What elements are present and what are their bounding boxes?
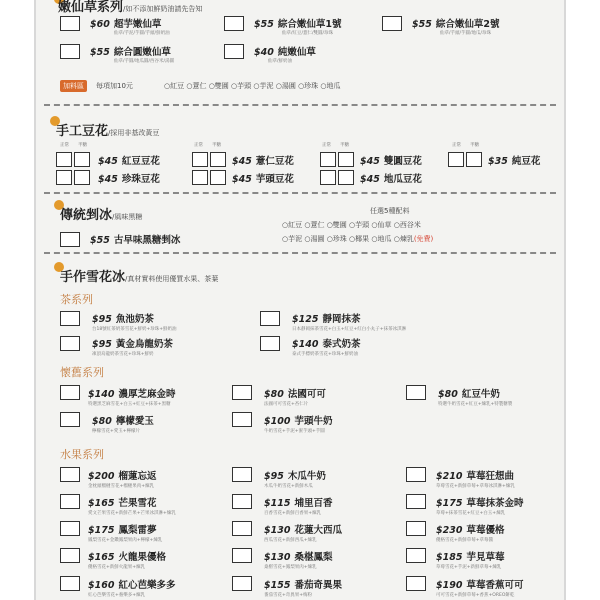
label-half: 半糖 [78,143,87,148]
menu-item: $45 紅豆豆花 [98,156,160,167]
item-desc: 法國可可雪花+杏仁片 [264,402,309,407]
order-checkbox[interactable] [60,494,80,509]
menu-item: $200 榴蓮忘返 [88,471,157,482]
menu-item: $165 火龍果優格 [88,552,166,563]
menu-item: $185 芋見草莓 [436,552,505,563]
order-checkbox[interactable] [382,16,402,31]
item-desc: 木瓜牛奶雪花+新鮮木瓜 [264,484,313,489]
order-checkbox[interactable] [224,16,244,31]
normal-sugar-checkbox[interactable] [320,152,336,167]
topping-option[interactable]: ○地瓜 [371,235,392,243]
topping-option[interactable]: ○仙草 [371,221,392,229]
order-checkbox[interactable] [232,494,252,509]
subsection-title-classic: 懷舊系列 [60,366,104,379]
addon-option[interactable]: ○紅豆 [164,82,185,90]
toppings-row [282,220,421,230]
order-checkbox[interactable] [260,336,280,351]
normal-sugar-checkbox[interactable] [192,170,208,185]
section-subtitle: /風味黑糖 [112,213,143,221]
label-normal: 正常 [322,143,331,148]
normal-sugar-checkbox[interactable] [320,170,336,185]
order-checkbox[interactable] [232,412,252,427]
order-checkbox[interactable] [60,385,80,400]
order-checkbox[interactable] [406,548,426,563]
order-checkbox[interactable] [60,467,80,482]
half-sugar-checkbox[interactable] [338,152,354,167]
order-checkbox[interactable] [260,311,280,326]
order-checkbox[interactable] [406,385,426,400]
menu-item: $45 地瓜豆花 [360,174,422,185]
topping-option[interactable]: ○煉乳 [393,235,414,243]
menu-item: $95 魚池奶茶 [92,314,154,325]
menu-item: $35 純豆花 [488,156,541,167]
menu-item: $115 埔里百香 [264,498,333,509]
item-desc: 桑椹雪花+鳳梨果肉+煉乳 [264,565,317,570]
addon-options [164,81,341,91]
label-half: 半糖 [340,143,349,148]
half-sugar-checkbox[interactable] [74,152,90,167]
item-desc: 檸檬雪花+愛玉+檸檬片 [92,429,141,434]
order-checkbox[interactable] [60,521,80,536]
half-sugar-checkbox[interactable] [74,170,90,185]
divider [44,192,556,194]
topping-option[interactable]: ○芋泥 [282,235,303,243]
label-half: 半糖 [470,143,479,148]
menu-item: $55 古早味黑糖剉冰 [90,235,181,246]
label-normal: 正常 [452,143,461,148]
addon-option[interactable]: ○雙圓 [208,82,229,90]
item-desc: 牛奶雪花+芋泥+蜜芋頭+芋圓 [264,429,325,434]
addon-text: 每項加10元 [96,82,133,90]
order-checkbox[interactable] [406,494,426,509]
half-sugar-checkbox[interactable] [210,152,226,167]
order-checkbox[interactable] [406,521,426,536]
order-checkbox[interactable] [60,44,80,59]
divider [44,104,556,106]
order-checkbox[interactable] [60,576,80,591]
menu-item: $100 芋頭牛奶 [264,416,333,427]
section-title-tofu [56,120,159,139]
half-sugar-checkbox[interactable] [338,170,354,185]
menu-sheet [34,0,566,600]
item-desc: 優格雪花+新鮮火龍果+煉乳 [88,565,146,570]
menu-item: $140 濃厚芝麻金時 [88,389,176,400]
topping-option[interactable]: ○雙圓 [326,221,347,229]
menu-item: $140 泰式奶茶 [292,339,361,350]
free-note: (免費) [413,235,434,243]
order-checkbox[interactable] [60,311,80,326]
addon-option[interactable]: ○湯圓 [275,82,296,90]
topping-option[interactable]: ○椰果 [349,235,370,243]
item-desc: 仙草/鮮奶油 [268,59,293,64]
section-subtitle: /真材實料使用優質水果、茶葉 [125,275,219,283]
subsection-title-fruit: 水果系列 [60,448,104,461]
order-checkbox[interactable] [232,521,252,536]
addon-option[interactable]: ○珍珠 [298,82,319,90]
toppings-title: 任選5種配料 [370,207,410,215]
item-desc: 仙草/芋頭/芋圓/地瓜/珍珠 [440,31,492,36]
section-subtitle: /採用非基改黃豆 [108,129,160,137]
menu-item: $80 紅豆牛奶 [438,389,500,400]
label-normal: 正常 [60,143,69,148]
section-title-text: 嫩仙草系列 [58,0,124,15]
menu-item: $55 綜合嫩仙草1號 [254,19,342,30]
topping-option[interactable]: ○珍珠 [326,235,347,243]
menu-item: $125 靜岡抹茶 [292,314,361,325]
normal-sugar-checkbox[interactable] [56,152,72,167]
order-checkbox[interactable] [232,467,252,482]
section-title-text: 手作雪花冰 [60,270,126,285]
item-desc: 特選黑芝麻雪花+白玉+紅豆+抹茶+黑糖 [88,402,171,407]
menu-item: $80 檸檬愛玉 [92,416,154,427]
item-desc: 鳳梨雪花+金鑽鳳梨果肉+檸檬+煉乳 [88,538,163,543]
order-checkbox[interactable] [60,412,80,427]
toppings-row [282,234,433,244]
order-checkbox[interactable] [406,467,426,482]
label-normal: 正常 [194,143,203,148]
item-desc: 草莓+抹茶雪花+紅豆+白玉+煉乳 [436,511,506,516]
item-desc: 特選牛奶雪花+紅豆+煉乳+特製糖漿 [438,402,513,407]
item-desc: 泰式手標奶茶雪花+珍珠+鮮奶油 [292,352,359,357]
menu-item: $45 薏仁豆花 [232,156,294,167]
menu-item: $230 草莓優格 [436,525,505,536]
menu-item: $190 草莓香蕉可可 [436,580,524,591]
half-sugar-checkbox[interactable] [466,152,482,167]
section-subtitle: /如不添加鮮奶油請先告知 [123,5,203,13]
label-half: 半糖 [212,143,221,148]
item-desc: 西瓜雪花+新鮮西瓜+煉乳 [264,538,317,543]
menu-item: $45 芋頭豆花 [232,174,294,185]
item-desc: 凍頂烏龍奶茶雪花+珍珠+鮮奶 [92,352,154,357]
order-checkbox[interactable] [60,336,80,351]
topping-option[interactable]: ○紅豆 [282,221,303,229]
addon-option[interactable]: ○芋泥 [253,82,274,90]
addon-option[interactable]: ○地瓜 [320,82,341,90]
addon-option[interactable]: ○薏仁 [186,82,207,90]
menu-item: $40 純嫩仙草 [254,47,316,58]
item-desc: 日本靜岡抹茶雪花+白玉+紅豆+紅白小丸子+抹茶冰淇淋 [292,327,407,332]
item-desc: 百香雪花+新鮮百香果+煉乳 [264,511,322,516]
order-checkbox[interactable] [224,44,244,59]
section-title-shaved-ice [60,204,142,223]
menu-item: $210 草莓狂想曲 [436,471,514,482]
item-desc: 仙草/芋圓/地瓜圓/西谷米/湯圓 [114,59,175,64]
divider [44,252,556,254]
normal-sugar-checkbox[interactable] [192,152,208,167]
order-checkbox[interactable] [232,385,252,400]
normal-sugar-checkbox[interactable] [56,170,72,185]
menu-item: $60 超芋嫩仙草 [90,19,162,30]
menu-item: $155 番茄奇異果 [264,580,342,591]
section-title-snow-ice [60,266,218,285]
item-desc: 番茄雪花+奇異果+梅粉 [264,593,313,598]
section-title-text: 手工豆花 [56,124,109,139]
section-title-text: 傳統剉冰 [60,208,113,223]
menu-item: $95 木瓜牛奶 [264,471,326,482]
item-desc: 優格雪花+新鮮草莓+草莓醬 [436,538,494,543]
menu-item: $175 鳳梨雷夢 [88,525,157,536]
item-desc: 金枕頭榴槤雪花+榴槤果肉+煉乳 [88,484,155,489]
order-checkbox[interactable] [60,16,80,31]
addon-option[interactable]: ○芋頭 [231,82,252,90]
section-title-grass-jelly [58,0,202,15]
order-checkbox[interactable] [406,576,426,591]
addon-tag: 加料區 [60,80,87,92]
order-checkbox[interactable] [232,548,252,563]
menu-item: $160 紅心芭樂多多 [88,580,176,591]
topping-option[interactable]: ○芋頭 [349,221,370,229]
menu-item: $45 雙圓豆花 [360,156,422,167]
half-sugar-checkbox[interactable] [210,170,226,185]
order-checkbox[interactable] [60,548,80,563]
item-desc: 紅心芭樂雪花+養樂多+煉乳 [88,593,146,598]
topping-option[interactable]: ○西谷米 [393,221,421,229]
menu-item: $130 花蓮大西瓜 [264,525,342,536]
item-desc: 草莓雪花+芋泥+新鮮草莓+煉乳 [436,565,502,570]
item-desc: 草莓雪花+新鮮草莓+草莓冰淇淋+煉乳 [436,484,515,489]
item-desc: 可可雪花+新鮮草莓+香蕉+OREO餅乾 [436,593,515,598]
normal-sugar-checkbox[interactable] [448,152,464,167]
topping-option[interactable]: ○湯圓 [304,235,325,243]
order-checkbox[interactable] [232,576,252,591]
menu-item: $175 草莓抹茶金時 [436,498,524,509]
item-desc: 愛文芒果雪花+新鮮芒果+芒果冰淇淋+煉乳 [88,511,176,516]
menu-item: $55 綜合嫩仙草2號 [412,19,500,30]
item-desc: 仙草/芋泥/芋圓/芋頭/鮮奶油 [114,31,170,36]
menu-item: $45 珍珠豆花 [98,174,160,185]
menu-item: $165 芒果雪花 [88,498,157,509]
menu-item: $55 綜合圓嫩仙草 [90,47,171,58]
item-desc: 台18號紅茶奶茶雪花+鮮奶+珍珠+鮮奶油 [92,327,177,332]
item-desc: 仙草/紅豆/薏仁/雙圓/珍珠 [282,31,334,36]
topping-option[interactable]: ○薏仁 [304,221,325,229]
menu-item: $130 桑椹鳳梨 [264,552,333,563]
menu-item: $80 法國可可 [264,389,326,400]
menu-item: $95 黃金烏龍奶茶 [92,339,173,350]
subsection-title-tea: 茶系列 [60,293,93,306]
order-checkbox[interactable] [60,232,80,247]
